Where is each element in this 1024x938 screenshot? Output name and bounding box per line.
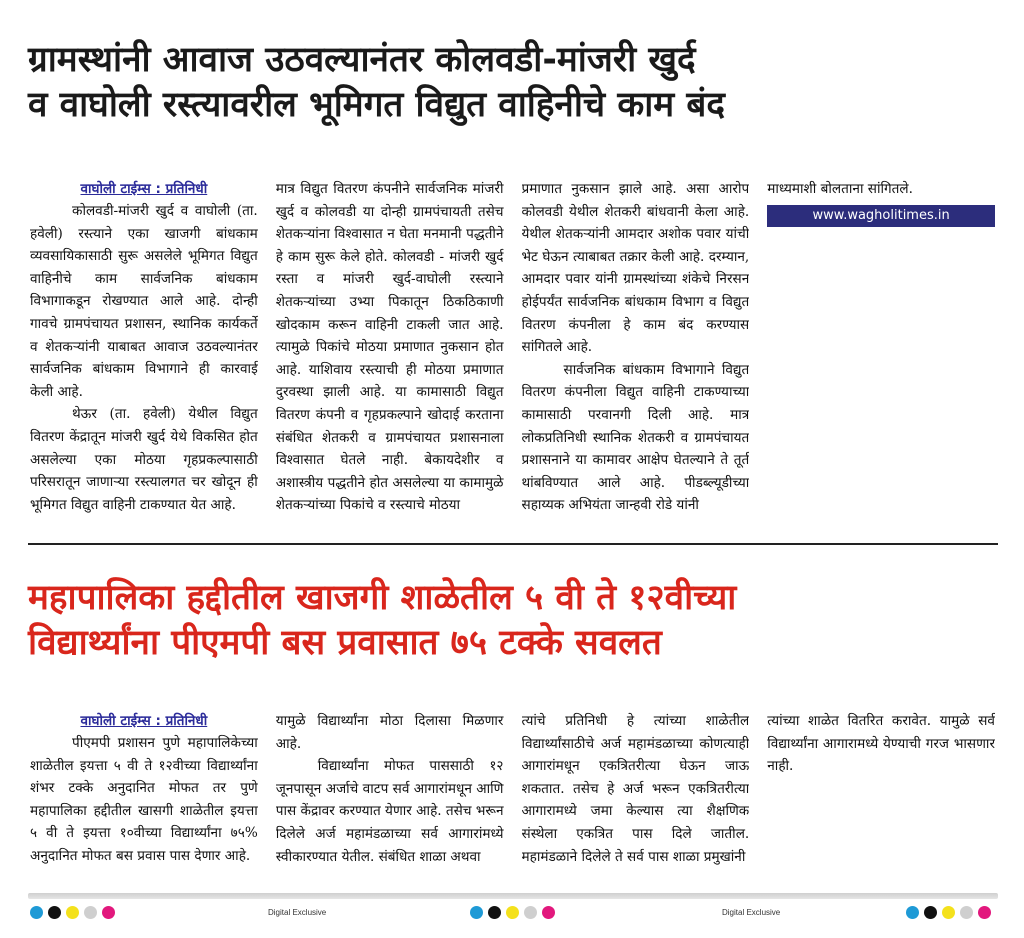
footer-label-left: Digital Exclusive	[268, 908, 327, 917]
article2-headline-line2: विद्यार्थ्यांना पीएमपी बस प्रवासात ७५ टक्के सवलत	[28, 622, 662, 663]
article2-byline: वाघोली टाईम्स : प्रतिनिधी	[80, 713, 208, 729]
article2-paragraph-2: त्यांच्या शाळेत वितरित करावेत. यामुळे सर्व विद्यार्थ्यांना आगारामध्ये येण्याची गरज भासणार नाही.	[767, 713, 995, 775]
article2-column-2	[276, 710, 504, 882]
article2-paragraph-2: त्यांचे प्रतिनिधी हे त्यांच्या शाळेतील विद्यार्थ्यांसाठीचे अर्ज महामंडळाच्या कोणत्याही आगारांमधून एकत्रितरीत्या घेऊन जाऊ शकतात. तसेच हे अर्ज भरून एकत्रितरीत्या आगारामध्ये जमा केल्यास त्या शैक्षणिक संस्थेला एकत्रित पास दिले जातील. महामंडळाने दिलेले ते सर्व पास शाळा प्रमुखांनी	[521, 713, 750, 865]
article1-paragraph-3: माध्यमाशी बोलताना सांगितले.	[767, 181, 913, 197]
article1-column-1	[30, 178, 258, 532]
article1-paragraph-2: थेऊर (ता. हवेली) येथील विद्युत वितरण केंद्रातून मांजरी खुर्द येथे विकसित होत असलेल्या एका मोठया गृहप्रकल्पासाठी परिसरातून जाणाऱ्या रस्त्यालगत चर खोदून ही भूमिगत विद्युत वाहिनी टाकण्यात येत आहे.	[30, 406, 258, 513]
website-link[interactable]: www.wagholitimes.in	[767, 205, 995, 227]
color-dot	[924, 906, 937, 919]
color-dot	[906, 906, 919, 919]
color-dot	[960, 906, 973, 919]
color-dot	[506, 906, 519, 919]
article2-paragraph-2: विद्यार्थ्यांना मोफत पाससाठी १२ जूनपासून अर्जाचे वाटप सर्व आगारांमधून आणि पास केंद्रावर करण्यात येणार आहे. तसेच भरून दिलेले अर्ज महामंडळाच्या सर्व आगारांमध्ये स्वीकारण्यात येतील. संबंधित शाळा अथवा	[275, 758, 504, 865]
article1-headline	[28, 38, 1003, 128]
color-dot	[488, 906, 501, 919]
article1-body	[30, 178, 995, 532]
article2-column-1	[30, 710, 258, 882]
color-dot	[524, 906, 537, 919]
color-registration-marks-right	[906, 906, 991, 919]
article1-paragraph-2: मात्र विद्युत वितरण कंपनीने सार्वजनिक मांजरी खुर्द व कोलवडी या दोन्ही ग्रामपंचायती तसेच शेतकऱ्यांना विश्वासात न घेता मनमानी पद्धतीने हे काम सुरू केले होते. कोलवडी - मांजरी खुर्द रस्ता व मांजरी खुर्द-वाघोली रस्त्याने शेतकऱ्यांच्या उभ्या पिकातून ठिकठिकाणी खोदकाम करून वाहिनी टाकली जात आहे. त्यामुळे पिकांचे मोठया प्रमाणात नुकसान होत आहे. याशिवाय रस्त्याची ही मोठया प्रमाणात दुरवस्था झाली आहे. या कामासाठी विद्युत वितरण कंपनी व गृहप्रकल्पाने खोदाई करताना संबंधित शेतकरी व ग्रामपंचायत प्रशासनाला विश्वासात घेतले नाही. बेकायदेशीर व अशास्त्रीय पद्धतीने होत असलेल्या या कामामुळे शेतकऱ्यांच्या पिकांचे व रस्त्याचे मोठया	[275, 181, 504, 514]
color-dot	[102, 906, 115, 919]
article2-paragraph-1: यामुळे विद्यार्थ्यांना मोठा दिलासा मिळणार आहे.	[275, 713, 504, 752]
article1-column-4	[767, 178, 995, 532]
section-divider	[28, 543, 998, 545]
color-dot	[66, 906, 79, 919]
color-dot	[48, 906, 61, 919]
article2-headline	[28, 576, 1003, 666]
article2-column-3	[522, 710, 750, 882]
color-registration-marks-center	[470, 906, 555, 919]
footer-bar	[28, 893, 998, 899]
article1-paragraph-1: कोलवडी-मांजरी खुर्द व वाघोली (ता. हवेली) रस्त्याने एका खाजगी बांधकाम व्यवसायिकासाठी सुरू असलेले भूमिगत विद्युत वाहिनीचे काम सार्वजनिक बांधकाम विभागाकडून रोखण्यात आले आहे. दोन्ही गावचे ग्रामपंचायत प्रशासन, स्थानिक कार्यकर्ते व शेतकऱ्यांनी याबाबत आवाज उठवल्यानंतर सार्वजनिक बांधकाम विभागाने ही कारवाई केली आहे.	[30, 203, 258, 400]
article1-paragraph-2: प्रमाणात नुकसान झाले आहे. असा आरोप कोलवडी येथील शेतकरी बांधवानी केला आहे. येथील शेतकऱ्यांनी आमदार अशोक पवार यांची भेट घेऊन त्याबाबत तक्रार केली आहे. दरम्यान, आमदार पवार यांनी ग्रामस्थांच्या शंकेचे निरसन होईपर्यंत सार्वजनिक बांधकाम विभाग व विद्युत वितरण कंपनीला हे काम बंद करण्यास सांगितले आहे.	[521, 181, 750, 356]
article2-paragraph-1: पीएमपी प्रशासन पुणे महापालिकेच्या शाळेतील इयत्ता ५ वी ते १२वीच्या विद्यार्थ्यांना शंभर टक्के अनुदानित मोफत तर पुणे महापालिका हद्दीतील खासगी शाळेतील इयत्ता ५ वी ते इयत्ता १०वीच्या विद्यार्थ्यांना ७५% अनुदानित मोफत बस प्रवास पास देणार आहे.	[30, 735, 258, 864]
color-dot	[942, 906, 955, 919]
article1-column-2	[276, 178, 504, 532]
article1-headline-line1: ग्रामस्थांनी आवाज उठवल्यानंतर कोलवडी-मांजरी खुर्द	[28, 40, 696, 80]
article1-paragraph-3: सार्वजनिक बांधकाम विभागाने विद्युत वितरण कंपनीला विद्युत वाहिनी टाकण्याच्या कामासाठी परवानगी दिली आहे. मात्र लोकप्रतिनिधी स्थानिक शेतकरी व ग्रामपंचायत प्रशासनाने या कामावर आक्षेप घेतल्याने ते तूर्त थांबविण्यात आले आहे. पीडब्ल्यूडीच्या सहाय्यक अभियंता जान्हवी रोडे यांनी	[521, 361, 750, 514]
article2-body	[30, 710, 995, 882]
article2-headline-line1: महापालिका हद्दीतील खाजगी शाळेतील ५ वी ते १२वीच्या	[28, 578, 737, 618]
article1-column-3	[522, 178, 750, 532]
color-registration-marks-left	[30, 906, 115, 919]
color-dot	[470, 906, 483, 919]
color-dot	[30, 906, 43, 919]
footer-label-right: Digital Exclusive	[722, 908, 781, 917]
color-dot	[978, 906, 991, 919]
color-dot	[542, 906, 555, 919]
article1-byline: वाघोली टाईम्स : प्रतिनिधी	[80, 181, 208, 197]
article2-column-4	[767, 710, 995, 882]
color-dot	[84, 906, 97, 919]
article1-headline-line2: व वाघोली रस्त्यावरील भूमिगत विद्युत वाहिनीचे काम बंद	[28, 84, 725, 125]
